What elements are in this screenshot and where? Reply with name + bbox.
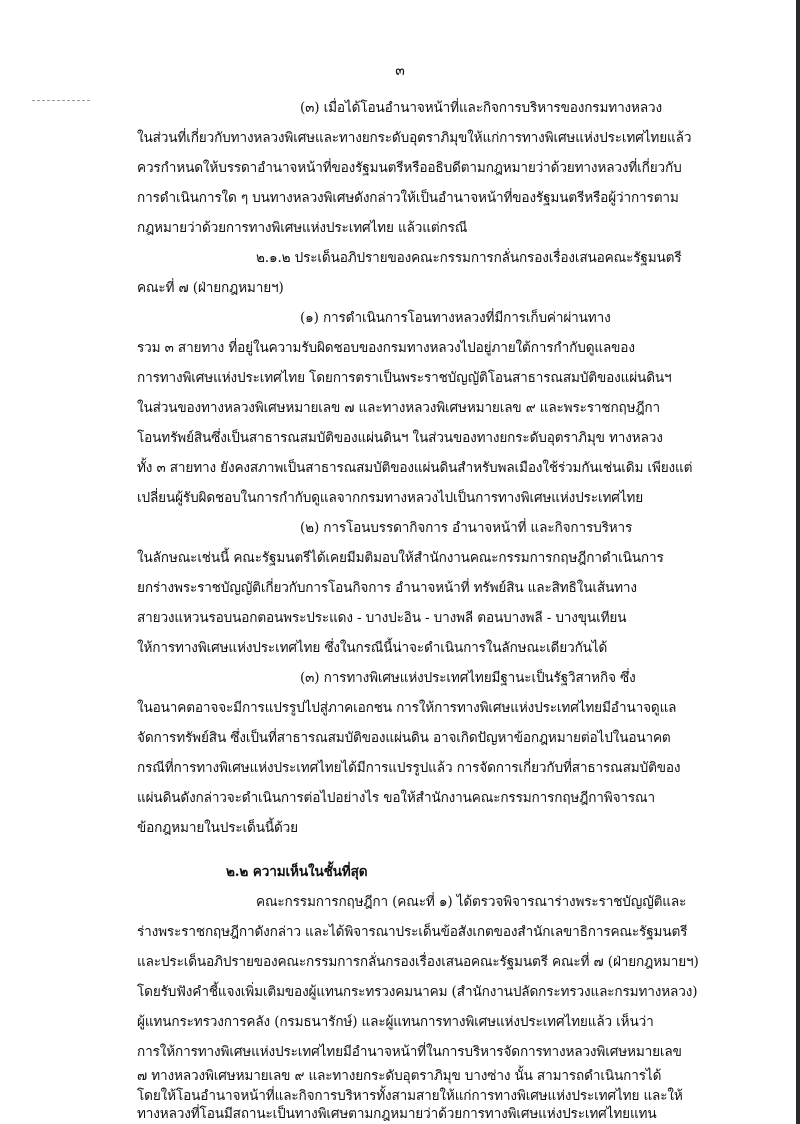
paragraph-line: ให้การทางพิเศษแห่งประเทศไทย ซึ่งในกรณีนี้น่าจะดำเนินการในลักษณะเดียวกันได้: [137, 640, 608, 656]
paragraph-line: ในส่วนของทางหลวงพิเศษหมายเลข ๗ และทางหลวงพิเศษหมายเลข ๙ และพระราชกฤษฎีกา: [137, 400, 660, 416]
margin-mark: [32, 100, 90, 101]
paragraph-line: สายวงแหวนรอบนอกตอนพระประแดง - บางปะอิน - บางพลี ตอนบางพลี - บางขุนเทียน: [137, 610, 627, 626]
paragraph-line: จัดการทรัพย์สิน ซึ่งเป็นที่สาธารณสมบัติของแผ่นดิน อาจเกิดปัญหาข้อกฎหมายต่อไปในอนาคต: [137, 730, 671, 746]
paragraph-line: ในลักษณะเช่นนี้ คณะรัฐมนตรีได้เคยมีมติมอบให้สำนักงานคณะกรรมการกฤษฎีกาดำเนินการ: [137, 550, 664, 566]
paragraph-line: กรณีที่การทางพิเศษแห่งประเทศไทยได้มีการแปรรูปแล้ว การจัดการเกี่ยวกับที่สาธารณสมบัติของ: [137, 760, 681, 776]
paragraph-line: โอนทรัพย์สินซึ่งเป็นสาธารณสมบัติของแผ่นดินฯ ในส่วนของทางยกระดับอุตราภิมุข ทางหลวง: [137, 430, 663, 446]
paragraph-line: และประเด็นอภิปรายของคณะกรรมการกลั่นกรองเรื่องเสนอคณะรัฐมนตรี คณะที่ ๗ (ฝ่ายกฎหมายฯ): [137, 954, 699, 970]
paragraph-line: รวม ๓ สายทาง ที่อยู่ในความรับผิดชอบของกรมทางหลวงไปอยู่ภายใต้การกำกับดูแลของ: [137, 340, 635, 356]
section-heading: ๒.๑.๒ ประเด็นอภิปรายของคณะกรรมการกลั่นกรองเรื่องเสนอคณะรัฐมนตรี: [256, 250, 682, 266]
paragraph-line: แผ่นดินดังกล่าวจะดำเนินการต่อไปอย่างไร ขอให้สำนักงานคณะกรรมการกฤษฎีกาพิจารณา: [137, 790, 655, 806]
paragraph-line: คณะที่ ๗ (ฝ่ายกฎหมายฯ): [137, 280, 284, 296]
paragraph-line: ควรกำหนดให้บรรดาอำนาจหน้าที่ของรัฐมนตรีหรืออธิบดีตามกฎหมายว่าด้วยทางหลวงที่เกี่ยวกับ: [137, 160, 682, 176]
paragraph-line: (๓) เมื่อได้โอนอำนาจหน้าที่และกิจการบริหารของกรมทางหลวง: [300, 100, 663, 116]
page-number: ๓: [395, 63, 405, 79]
scan-edge: [796, 0, 800, 1124]
paragraph-line: (๒) การโอนบรรดากิจการ อำนาจหน้าที่ และกิจการบริหาร: [300, 520, 633, 536]
paragraph-line: ผู้แทนกระทรวงการคลัง (กรมธนารักษ์) และผู้แทนการทางพิเศษแห่งประเทศไทยแล้ว เห็นว่า: [137, 1014, 654, 1030]
paragraph-line: โดยรับฟังคำชี้แจงเพิ่มเติมของผู้แทนกระทรวงคมนาคม (สำนักงานปลัดกระทรวงและกรมทางหลวง): [137, 984, 698, 1000]
paragraph-line: การทางพิเศษแห่งประเทศไทย โดยการตราเป็นพระราชบัญญัติโอนสาธารณสมบัติของแผ่นดินฯ: [137, 370, 672, 386]
paragraph-line: การดำเนินการใด ๆ บนทางหลวงพิเศษดังกล่าวให้เป็นอำนาจหน้าที่ของรัฐมนตรีหรือผู้ว่าการตาม: [137, 190, 679, 206]
paragraph-line: ร่างพระราชกฤษฎีกาดังกล่าว และได้พิจารณาประเด็นข้อสังเกตของสำนักเลขาธิการคณะรัฐมนตรี: [137, 924, 688, 940]
paragraph-line: ในส่วนที่เกี่ยวกับทางหลวงพิเศษและทางยกระดับอุตราภิมุขให้แก่การทางพิเศษแห่งประเทศไทยแล้ว: [137, 130, 692, 146]
paragraph-line: การให้การทางพิเศษแห่งประเทศไทยมีอำนาจหน้าที่ในการบริหารจัดการทางหลวงพิเศษหมายเลข: [137, 1044, 682, 1060]
paragraph-line: คณะกรรมการกฤษฎีกา (คณะที่ ๑) ได้ตรวจพิจารณาร่างพระราชบัญญัติและ: [256, 894, 687, 910]
paragraph-line: ๗ ทางหลวงพิเศษหมายเลข ๙ และทางยกระดับอุตราภิมุข บางซ่าง นั้น สามารถดำเนินการได้: [137, 1068, 662, 1084]
paragraph-line: ข้อกฎหมายในประเด็นนี้ด้วย: [137, 820, 298, 836]
paragraph-line: ทางหลวงที่โอนมีสถานะเป็นทางพิเศษตามกฎหมายว่าด้วยการทางพิเศษแห่งประเทศไทยแทน: [137, 1106, 657, 1122]
paragraph-line: กฎหมายว่าด้วยการทางพิเศษแห่งประเทศไทย แล้วแต่กรณี: [137, 220, 468, 236]
paragraph-line: (๓) การทางพิเศษแห่งประเทศไทยมีฐานะเป็นรัฐวิสาหกิจ ซึ่ง: [300, 670, 636, 686]
paragraph-line: (๑) การดำเนินการโอนทางหลวงที่มีการเก็บค่าผ่านทาง: [300, 310, 611, 326]
section-heading-bold: ๒.๒ ความเห็นในชั้นที่สุด: [226, 864, 368, 880]
paragraph-line: ในอนาคตอาจจะมีการแปรรูปไปสู่ภาคเอกชน การให้การทางพิเศษแห่งประเทศไทยมีอำนาจดูแล: [137, 700, 677, 716]
paragraph-line: ทั้ง ๓ สายทาง ยังคงสภาพเป็นสาธารณสมบัติของแผ่นดินสำหรับพลเมืองใช้ร่วมกันเช่นเดิม เพียงแต่: [137, 460, 693, 476]
paragraph-line: โดยให้โอนอำนาจหน้าที่และกิจการบริหารทั้งสามสายให้แก่การทางพิเศษแห่งประเทศไทย และให้: [137, 1088, 683, 1104]
paragraph-line: เปลี่ยนผู้รับผิดชอบในการกำกับดูแลจากกรมทางหลวงไปเป็นการทางพิเศษแห่งประเทศไทย: [137, 490, 644, 506]
paragraph-line: ยกร่างพระราชบัญญัติเกี่ยวกับการโอนกิจการ อำนาจหน้าที่ ทรัพย์สิน และสิทธิในเส้นทาง: [137, 580, 637, 596]
